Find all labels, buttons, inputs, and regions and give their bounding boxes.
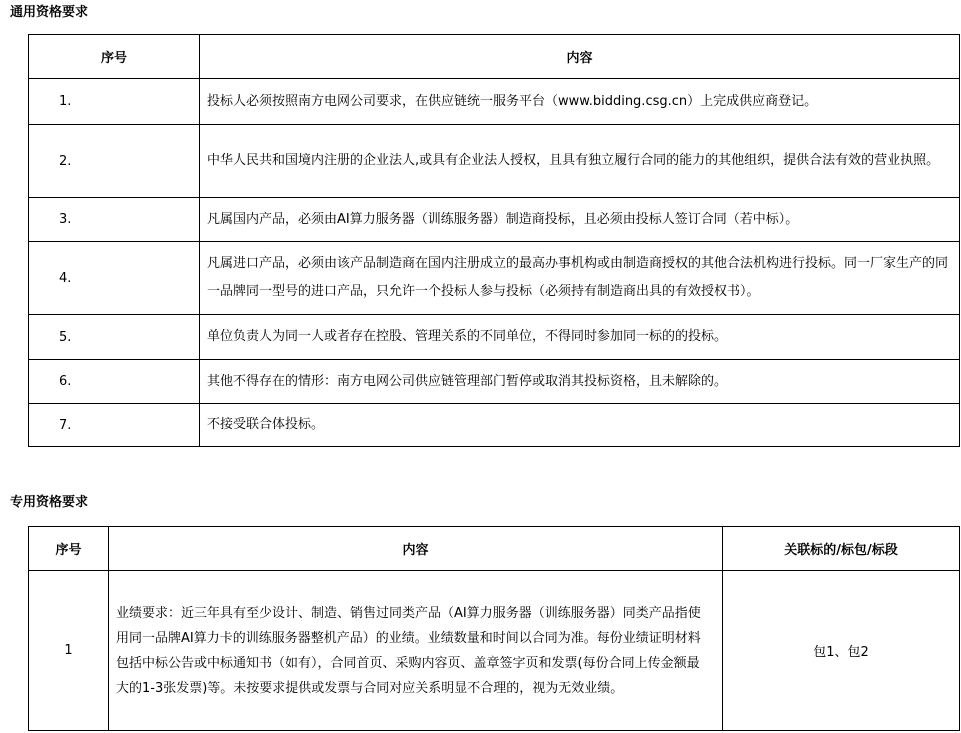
header-related-lot: 关联标的/标包/标段 [723, 527, 960, 571]
row-number: 3. [29, 198, 200, 242]
row-related-lot: 包1、包2 [723, 571, 960, 731]
table-row [29, 198, 960, 242]
header-no: 序号 [29, 35, 200, 79]
special-section-title: 专用资格要求 [10, 495, 89, 510]
row-content: 单位负责人为同一人或者存在控股、管理关系的不同单位，不得同时参加同一标的的投标。 [200, 315, 960, 360]
row-number: 4. [29, 242, 200, 315]
table-row [29, 125, 960, 198]
row-content: 中华人民共和国境内注册的企业法人,或具有企业法人授权，且具有独立履行合同的能力的其他组织，提供合法有效的营业执照。 [200, 125, 960, 198]
row-number: 1. [29, 79, 200, 125]
general-requirements-table [28, 34, 960, 447]
header-content: 内容 [109, 527, 723, 571]
row-content: 业绩要求：近三年具有至少设计、制造、销售过同类产品（AI算力服务器（训练服务器）同类产品指使用同一品牌AI算力卡的训练服务器整机产品）的业绩。业绩数量和时间以合同为准。每份业绩证明材料包括中标公告或中标通知书（如有），合同首页、采购内容页、盖章签字页和发票(每份合同上传金额最大的1-3张发票)等。未按要求提供或发票与合同对应关系明显不合理的，视为无效业绩。 [109, 571, 723, 731]
row-content: 凡属国内产品，必须由AI算力服务器（训练服务器）制造商投标，且必须由投标人签订合同（若中标）。 [200, 198, 960, 242]
table-row [29, 79, 960, 125]
table-row [29, 571, 960, 731]
table-row [29, 315, 960, 360]
table-header-row [29, 527, 960, 571]
header-content: 内容 [200, 35, 960, 79]
table-row [29, 404, 960, 447]
table-row [29, 242, 960, 315]
header-no: 序号 [29, 527, 109, 571]
row-number: 5. [29, 315, 200, 360]
row-content: 不接受联合体投标。 [200, 404, 960, 447]
general-section-title: 通用资格要求 [10, 5, 89, 20]
row-content: 凡属进口产品，必须由该产品制造商在国内注册成立的最高办事机构或由制造商授权的其他合法机构进行投标。同一厂家生产的同一品牌同一型号的进口产品，只允许一个投标人参与投标（必须持有制造商出具的有效授权书）。 [200, 242, 960, 315]
special-requirements-table [28, 526, 960, 731]
row-number: 6. [29, 360, 200, 404]
row-content: 其他不得存在的情形：南方电网公司供应链管理部门暂停或取消其投标资格，且未解除的。 [200, 360, 960, 404]
row-number: 2. [29, 125, 200, 198]
row-number: 7. [29, 404, 200, 447]
row-content: 投标人必须按照南方电网公司要求，在供应链统一服务平台（www.bidding.csg.cn）上完成供应商登记。 [200, 79, 960, 125]
table-header-row [29, 35, 960, 79]
row-number: 1 [29, 571, 109, 731]
table-row [29, 360, 960, 404]
